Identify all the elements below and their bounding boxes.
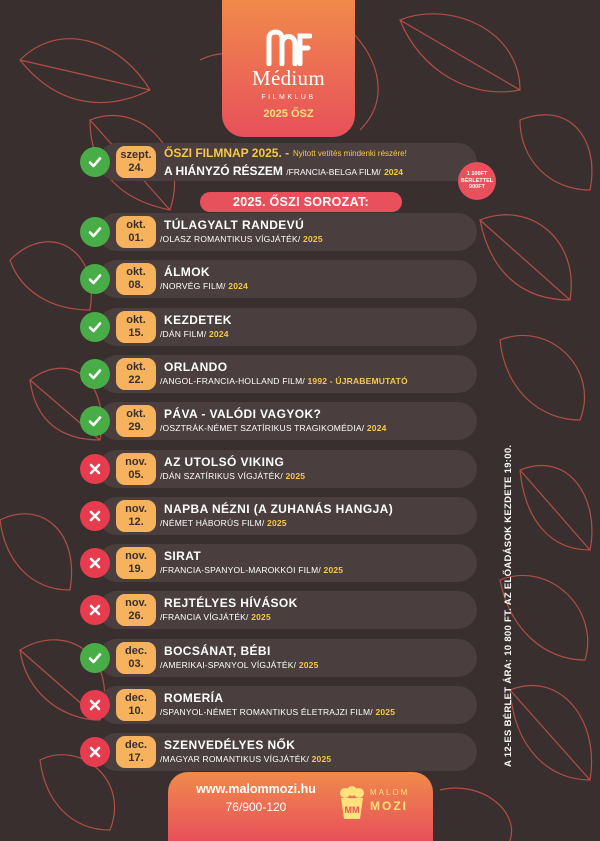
film-meta: /NORVÉG FILM/ [160,281,226,291]
film-year: 2024 [384,167,403,177]
film-meta-line [160,471,305,481]
date-day: 12. [128,516,144,528]
check-icon [87,366,103,382]
film-year: 2024 [208,329,229,339]
season-label: 2025 ŐSZ [263,108,314,120]
date-badge [116,500,156,532]
status-cross [80,690,110,720]
film-year: 2024 [366,423,387,433]
brand-subtitle: FILMKLUB [261,94,316,101]
film-title: SIRAT [164,549,202,563]
brand-name: Médium [252,66,325,90]
status-cross [80,595,110,625]
date-day: 19. [128,563,144,575]
date-day: 24. [128,162,144,174]
film-title: BOCSÁNAT, BÉBI [164,644,271,658]
date-badge [116,263,156,295]
popcorn-logo-icon [338,786,366,820]
film-meta-line [160,707,395,717]
date-day: 22. [128,374,144,386]
film-year: 2025 [303,234,323,244]
date-month: szept. [120,149,152,161]
cross-icon [87,744,103,760]
date-badge [116,216,156,248]
check-icon [87,154,103,170]
date-day: 05. [128,469,144,481]
film-meta-line [160,518,287,528]
date-month: okt. [126,219,146,231]
film-meta-line [160,612,271,622]
footer-banner [168,772,433,841]
film-title: A HIÁNYZÓ RÉSZEM [164,164,283,178]
film-year: 2025 [251,612,271,622]
phone-number: 76/900-120 [225,800,287,814]
date-month: okt. [126,361,146,373]
special-note: Nyitott vetítés mindenki részére! [293,149,407,158]
date-badge [116,547,156,579]
film-meta-line [160,281,248,291]
film-title: ORLANDO [164,360,228,374]
screening-row [80,308,477,346]
date-month: okt. [126,314,146,326]
screening-row [80,450,477,488]
svg-text:MM: MM [344,805,360,815]
status-check [80,217,110,247]
cross-icon [87,461,103,477]
date-day: 03. [128,658,144,670]
film-meta: /FRANCIA VÍGJÁTÉK/ [160,612,249,622]
screening-row [80,497,477,535]
film-year: 2025 [311,754,332,764]
film-year: 1992 - ÚJRABEMUTATÓ [307,376,408,386]
date-day: 29. [128,421,144,433]
date-month: okt. [126,266,146,278]
screening-row [80,686,477,724]
film-meta-line [160,423,387,433]
special-title-line [164,164,403,178]
logo-text-malom: MALOM [370,788,410,797]
film-meta: /AMERIKAI-SPANYOL VÍGJÁTÉK/ [160,660,297,670]
status-check [80,312,110,342]
season-ticket-note: A 12-ES BÉRLET ÁRA: 10 800 FT. AZ ELŐADÁSOK KEZDETE 19:00. [503,444,514,767]
film-meta: /SPANYOL-NÉMET ROMANTIKUS ÉLETRAJZI FILM/ [160,707,373,717]
film-year: 2025 [285,471,306,481]
film-meta-line [160,234,323,244]
date-month: dec. [124,739,147,751]
film-meta: /OLASZ ROMANTIKUS VÍGJÁTÉK/ [160,234,301,244]
screening-row [80,260,477,298]
film-meta: /FRANCIA-SPANYOL-MAROKKÓI FILM/ [160,565,321,575]
header-banner [222,0,355,137]
status-cross [80,737,110,767]
series-heading: 2025. ŐSZI SOROZAT: [200,192,402,212]
badge-line1: 1 100FT [466,171,488,177]
date-badge [116,358,156,390]
film-meta: /FRANCIA-BELGA FILM/ [286,167,381,177]
check-icon [87,650,103,666]
medium-logo-icon [266,26,312,66]
date-month: dec. [124,692,147,704]
film-meta-line [160,754,331,764]
special-headline: ŐSZI FILMNAP 2025. - [164,146,290,160]
special-screening-row [80,143,477,181]
film-meta: /DÁN FILM/ [160,329,207,339]
date-badge [116,146,156,178]
date-day: 17. [128,752,144,764]
film-meta: /ANGOL-FRANCIA-HOLLAND FILM/ [160,376,305,386]
cross-icon [87,508,103,524]
check-icon [87,224,103,240]
status-check [80,406,110,436]
check-icon [87,413,103,429]
date-month: nov. [125,456,147,468]
website-link[interactable]: www.malommozi.hu [196,782,316,796]
status-check [80,147,110,177]
date-day: 08. [128,279,144,291]
date-badge [116,405,156,437]
film-meta: /NÉMET HÁBORÚS FILM/ [160,518,265,528]
film-year: 2025 [267,518,287,528]
film-meta: /DÁN SZATÍRIKUS VÍGJÁTÉK/ [160,471,283,481]
logo-text-mozi: MOZI [370,799,408,813]
film-meta: /OSZTRÁK-NÉMET SZATÍRIKUS TRAGIKOMÉDIA/ [160,423,365,433]
screening-row [80,639,477,677]
film-title: NAPBA NÉZNI (A ZUHANÁS HANGJA) [164,502,394,516]
date-badge [116,453,156,485]
check-icon [87,319,103,335]
film-year: 2025 [375,707,396,717]
date-badge [116,689,156,721]
date-badge [116,642,156,674]
date-month: dec. [124,645,147,657]
film-title: REJTÉLYES HÍVÁSOK [164,596,298,610]
status-cross [80,454,110,484]
status-check [80,264,110,294]
status-check [80,643,110,673]
film-year: 2025 [323,565,344,575]
film-year: 2025 [298,660,319,670]
film-title: TÚLAGYALT RANDEVÚ [164,218,305,232]
film-meta-line [160,376,408,386]
date-badge [116,736,156,768]
date-month: nov. [125,503,147,515]
film-title: SZENVEDÉLYES NŐK [164,738,296,752]
screening-row [80,591,477,629]
film-title: AZ UTOLSÓ VIKING [164,455,285,469]
date-badge [116,594,156,626]
film-meta-line [160,565,343,575]
status-check [80,359,110,389]
date-month: nov. [125,597,147,609]
badge-line3: 900FT [469,184,485,190]
status-cross [80,501,110,531]
film-title: ÁLMOK [164,265,210,279]
film-meta-line [160,660,319,670]
cross-icon [87,602,103,618]
date-month: nov. [125,550,147,562]
date-day: 26. [128,610,144,622]
film-title: PÁVA - VALÓDI VAGYOK? [164,407,322,421]
screening-row [80,213,477,251]
film-title: ROMERÍA [164,691,224,705]
screening-row [80,355,477,393]
date-day: 01. [128,232,144,244]
film-title: KEZDETEK [164,313,232,327]
screening-row [80,402,477,440]
status-cross [80,548,110,578]
price-badge [458,162,496,200]
film-meta-line [160,329,229,339]
film-year: 2024 [228,281,249,291]
date-badge [116,311,156,343]
date-day: 10. [128,705,144,717]
check-icon [87,271,103,287]
screening-row [80,733,477,771]
screening-row [80,544,477,582]
date-month: okt. [126,408,146,420]
badge-line2: BÉRLETTEL [460,177,494,184]
date-day: 15. [128,327,144,339]
cross-icon [87,555,103,571]
cross-icon [87,697,103,713]
film-meta: /MAGYAR ROMANTIKUS VÍGJÁTÉK/ [160,754,310,764]
